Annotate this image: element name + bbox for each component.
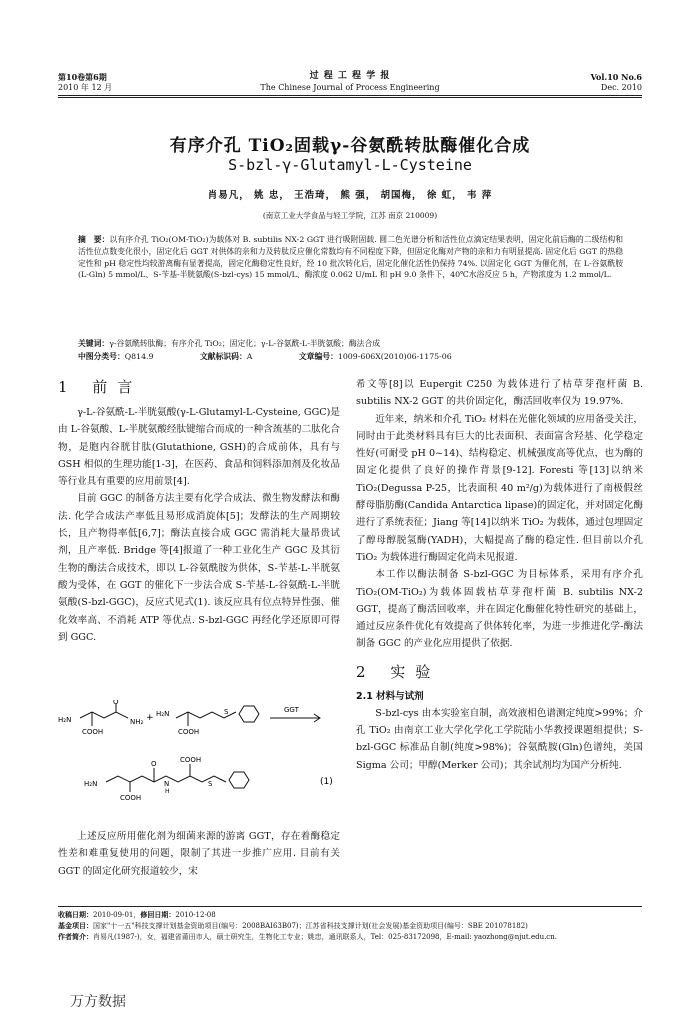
- product-oxygen: O: [151, 760, 157, 768]
- enzyme-label: GGT: [284, 706, 299, 714]
- right-column: [356, 376, 643, 774]
- clc-label: 中图分类号：: [78, 352, 125, 361]
- product-cooh: COOH: [120, 794, 142, 802]
- paper-title: 有序介孔 TiO₂固载γ-谷氨酰转肽酶催化合成: [169, 136, 531, 156]
- gln-amide-nh2: NH₂: [130, 718, 144, 726]
- watermark: 万方数据: [70, 994, 126, 1010]
- product-amine: H₂N: [84, 780, 98, 788]
- intro-paragraph-6: 本工作以酶法制备 S-bzl-GGC 为目标体系，采用有序介孔 TiO₂(OM-TiO₂)为载体固载枯草芽孢杆菌 B. subtilis NX-2 GGT，提高了酶活回收率，并在固定化酶催化特性研究的基础上，通过反应条件优化有效提高了供体转化率，为进一步推进化学-酶法制备 GGC 的产业化应用提供了依据.: [356, 569, 643, 650]
- reaction-scheme: [58, 700, 340, 820]
- cys-cooh: COOH: [178, 728, 200, 736]
- product-hydrogen: H: [165, 788, 170, 795]
- revised-label: 修回日期：: [140, 911, 176, 919]
- left-column-top: [58, 404, 340, 646]
- journal-volume-en: Vol.10 No.6: [590, 72, 642, 82]
- gln-oxygen: O: [113, 700, 119, 706]
- clc-value: Q814.9: [124, 352, 154, 361]
- footnote: [58, 910, 648, 943]
- benzene-ring-2: [229, 772, 249, 788]
- cys-sulfur: S: [224, 708, 229, 716]
- cys-amine: H₂N: [156, 710, 170, 718]
- benzene-ring-1: [239, 706, 259, 722]
- keywords-label: 关键词：: [78, 339, 110, 348]
- keywords-text: γ-谷氨酰转肽酶；有序介孔 TiO₂；固定化；γ-L-谷氨酰-L-半胱氨酸；酶法合成: [109, 339, 381, 348]
- subsection-2-1-title: 2.1 材料与试剂: [356, 690, 424, 702]
- classification-line: [78, 351, 623, 363]
- intro-paragraph-2: 目前 GGC 的制备方法主要有化学合成法、微生物发酵法和酶法. 化学合成法产率低且易形成消旋体[5]；发酵法的生产周期较长，且产物得率低[6,7]；酶法直接合成 GGC 需消耗大量昂贵试剂，且产率低. Bridge 等[4]报道了一种工业化生产 GGC 及其衍生物的酶法合成技术，即以 L-谷氨酰胺为供体，S-苄基-L-半胱氨酸为受体，在 GGT 的催化下一步法合成 S-苄基-L-谷氨酰-L-半胱氨酸(S-bzl-GGC)，反应式见式(1). 该反应具有位点特异性强、催化效率高、不消耗 ATP 等优点. S-bzl-GGC 再经化学还原即可得到 GGC.: [58, 493, 340, 643]
- intro-paragraph-5: 近年来，纳米和介孔 TiO₂ 材料在光催化领域的应用备受关注，同时由于此类材料具有巨大的比表面积、表面富含羟基、化学稳定性好(可耐受 pH 0~14)、结构稳定、机械强度高等优点，也为酶的固定化提供了良好的操作背景[9-12]. Foresti 等[13]以纳米 TiO₂(Degussa P-25，比表面积 40 m²/g)为载体进行了南极假丝酵母脂肪酶(Candida Antarctica lipase)的固定化，并对固定化酶进行了系统表征；Jiang 等[14]以纳米 TiO₂ 为载体，通过包埋固定了醇母醇脱氢酶(YADH)，大幅提高了酶的稳定性. 但目前以介孔 TiO₂ 为载体进行酶固定化尚未见报道.: [356, 413, 643, 563]
- abstract-text: 以有序介孔 TiO₂(OM-TiO₂)为载体对 B. subtilis NX-2 GGT 进行吸附固载. 圆二色光谱分析和活性位点滴定结果表明，固定化前后酶的二级结构和活性位点数变化很小，固定化后 GGT 对供体的亲和力及转肽反应催化常数均有不同程度下降，但固定化酶对产物的亲和力有明显提高. 固定化后 GGT 的热稳定性和 pH 稳定性均较游离酶有显著提高，固定化酶稳定性良好，经 10 批次转化后，固定化催化活性仍保持 74%. 以固定化 GGT 为催化剂，在 L-谷氨酰胺(L-Gln) 5 mmol/L、S-苄基-半胱氨酸(S-bzl-cys) 15 mmol/L、酶浓度 0.062 U/mL 和 pH 9.0 条件下，40℃水浴反应 5 h，产物浓度为 1.2 mmol/L.: [78, 235, 624, 280]
- paper-subtitle: S-bzl-γ-Glutamyl-L-Cysteine: [228, 156, 472, 174]
- product-sulfur: S: [208, 780, 213, 788]
- received-date: 2010-09-01，: [93, 911, 141, 919]
- left-column-bottom: [58, 828, 340, 880]
- author-list: 肖易凡， 姚 忠， 王浩琦， 熊 强， 胡国梅， 徐 虹， 韦 萍: [207, 190, 493, 201]
- section-2-title: 2 实验: [356, 662, 441, 681]
- doc-code-label: 文献标识码：: [199, 352, 247, 361]
- abstract-label: 摘 要：: [78, 235, 110, 244]
- affiliation: (南京工业大学食品与轻工学院，江苏 南京 210009): [262, 211, 438, 220]
- author-bio-line: [58, 932, 648, 943]
- author-bio-label: 作者简介：: [58, 933, 93, 941]
- fund-text: 国家"十一五"科技支撑计划基金资助项目(编号：2008BAI63B07)；江苏省科技支撑计划(社会发展)基金资助项目(编号：SBE 201078182): [93, 922, 528, 930]
- keywords: [78, 338, 623, 350]
- journal-date-en: Dec. 2010: [600, 83, 642, 92]
- revised-date: 2010-12-08: [175, 911, 216, 919]
- footnote-rule: [58, 906, 642, 907]
- received-label: 收稿日期：: [58, 911, 93, 919]
- doc-code-value: A: [246, 352, 253, 361]
- journal-date: 2010 年 12 月: [58, 83, 113, 92]
- gln-backbone: [80, 712, 128, 718]
- header-rule: [58, 95, 642, 96]
- fund-line: [58, 921, 648, 932]
- intro-paragraph-3: 上述反应所用催化剂为细菌来源的游离 GGT，存在着酶稳定性差和难重复使用的问题，限制了其进一步推广应用. 目前有关 GGT 的固定化研究报道较少，宋: [58, 831, 340, 877]
- section-1-title: 1 前言: [58, 378, 143, 396]
- equation-number: (1): [320, 777, 333, 787]
- journal-title-en: The Chinese Journal of Process Engineering: [260, 83, 440, 92]
- dates-line: [58, 910, 648, 921]
- materials-paragraph: S-bzl-cys 由本实验室自制，高效液相色谱测定纯度>99%；介孔 TiO₂ 由南京工业大学化学化工学院陆小华教授课题组提供；S-bzl-GGC 标准品自制(纯度>98%)；谷氨酰胺(Gln)色谱纯，美国 Sigma 公司；甲醇(Merker 公司)；其余试剂均为国产分析纯.: [356, 707, 643, 771]
- header-rule-2: [58, 97, 642, 98]
- article-no-value: 1009-606X(2010)06-1175-06: [337, 352, 452, 361]
- abstract: [78, 234, 623, 281]
- product-cooh-top: COOH: [180, 756, 202, 764]
- plus-sign: +: [146, 713, 154, 723]
- intro-paragraph-1: γ-L-谷氨酰-L-半胱氨酸(γ-L-Glutamyl-L-Cysteine, GGC)是由 L-谷氨酸、L-半胱氨酸经肽键缩合而成的一种含巯基的二肽化合物，是胞内谷胱甘肽(Glutathione, GSH)的合成前体，具有与 GSH 相似的生理功能[1-3]，在医药、食品和饲料添加剂及化妆品等行业具有重要的应用前景[4].: [58, 407, 340, 488]
- product-nitrogen: N: [164, 780, 170, 788]
- gln-cooh: COOH: [82, 728, 104, 736]
- journal-title-cn: 过 程 工 程 学 报: [309, 71, 391, 81]
- gln-amine: H₂N: [58, 716, 72, 724]
- author-bio-text: 肖易凡(1987-)，女，福建省莆田市人，硕士研究生，生物化工专业；姚忠，通讯联系人，Tel：025-83172098，E-mail: yaozhong@njut.edu.cn.: [93, 933, 557, 941]
- journal-volume: 第10卷第6期: [58, 72, 107, 82]
- article-no-label: 文章编号：: [298, 352, 338, 361]
- fund-label: 基金项目：: [58, 922, 93, 930]
- intro-paragraph-4: 希文等[8]以 Eupergit C250 为载体进行了枯草芽孢杆菌 B. subtilis NX-2 GGT 的共价固定化，酶活回收率仅为 19.97%.: [356, 379, 643, 408]
